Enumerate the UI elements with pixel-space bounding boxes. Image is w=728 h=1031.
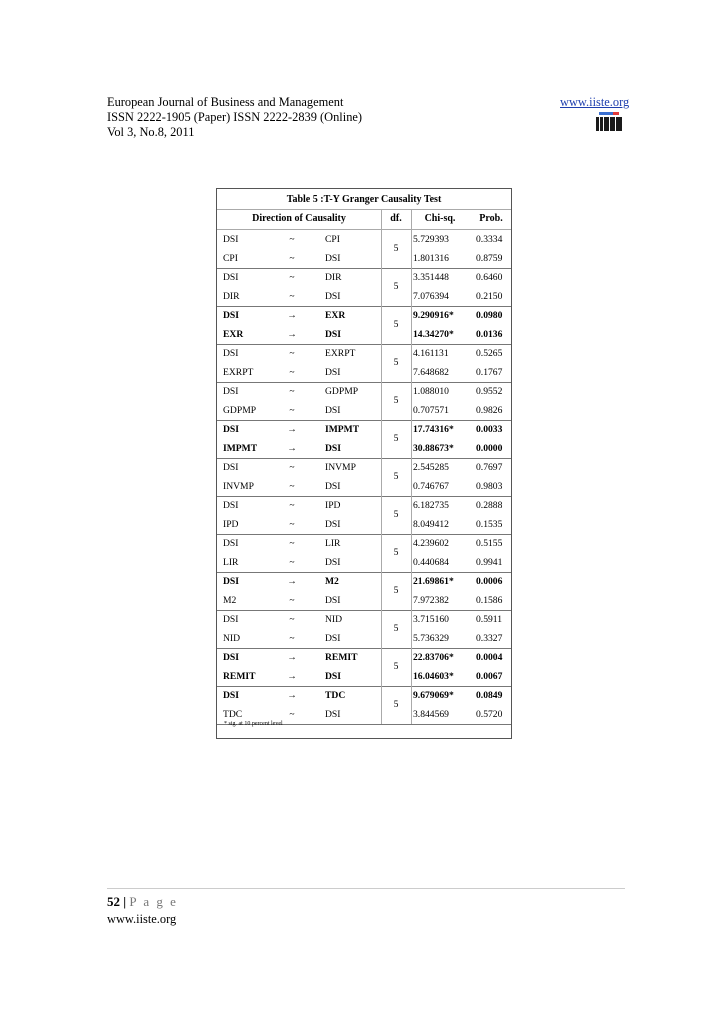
causality-arrow: ~ — [289, 367, 295, 378]
effect-variable: INVMP — [325, 462, 356, 473]
df-value: 5 — [393, 319, 399, 330]
probability-value: 0.1535 — [476, 519, 503, 530]
probability-value: 0.1586 — [476, 595, 503, 606]
probability-value: 0.6460 — [476, 272, 503, 283]
probability-value: 0.7697 — [476, 462, 503, 473]
cause-variable: DIR — [223, 291, 240, 302]
causality-arrow: ~ — [289, 500, 295, 511]
chi-square-value: 21.69861* — [413, 576, 454, 587]
effect-variable: DSI — [325, 633, 341, 644]
df-value: 5 — [393, 547, 399, 558]
chi-square-value: 17.74316* — [413, 424, 454, 435]
effect-variable: CPI — [325, 234, 340, 245]
cause-variable: GDPMP — [223, 405, 257, 416]
probability-value: 0.9941 — [476, 557, 503, 568]
causality-arrow: → — [287, 690, 297, 701]
chi-square-value: 3.844569 — [413, 709, 449, 720]
cause-variable: DSI — [223, 386, 239, 397]
header-direction: Direction of Causality — [252, 213, 346, 224]
chi-square-value: 14.34270* — [413, 329, 454, 340]
effect-variable: DSI — [325, 405, 341, 416]
cause-variable: DSI — [223, 310, 239, 321]
effect-variable: EXRPT — [325, 348, 356, 359]
cause-variable: EXR — [223, 329, 244, 340]
effect-variable: M2 — [325, 576, 339, 587]
chi-square-value: 0.440684 — [413, 557, 449, 568]
effect-variable: LIR — [325, 538, 341, 549]
chi-square-value: 4.239602 — [413, 538, 449, 549]
header-prob: Prob. — [479, 213, 503, 224]
causality-arrow: ~ — [289, 405, 295, 416]
causality-arrow: ~ — [289, 386, 295, 397]
cause-variable: DSI — [223, 234, 239, 245]
effect-variable: DSI — [325, 253, 341, 264]
effect-variable: NID — [325, 614, 343, 625]
chi-square-value: 8.049412 — [413, 519, 449, 530]
cause-variable: DSI — [223, 576, 239, 587]
effect-variable: DSI — [325, 367, 341, 378]
probability-value: 0.0033 — [476, 424, 503, 435]
causality-arrow: ~ — [289, 348, 295, 359]
page-separator: | — [123, 894, 127, 909]
effect-variable: DSI — [325, 329, 341, 340]
causality-arrow: → — [287, 424, 297, 435]
website-link[interactable]: www.iiste.org — [560, 95, 630, 109]
causality-arrow: → — [287, 443, 297, 454]
effect-variable: DSI — [325, 671, 341, 682]
causality-arrow: → — [287, 329, 297, 340]
df-value: 5 — [393, 585, 399, 596]
chi-square-value: 0.707571 — [413, 405, 449, 416]
df-value: 5 — [393, 699, 399, 710]
cause-variable: IPD — [223, 519, 239, 530]
effect-variable: DIR — [325, 272, 342, 283]
probability-value: 0.5911 — [476, 614, 503, 625]
causality-arrow: → — [287, 576, 297, 587]
effect-variable: DSI — [325, 519, 341, 530]
probability-value: 0.5265 — [476, 348, 503, 359]
footer-website: www.iiste.org — [107, 912, 177, 926]
chi-square-value: 16.04603* — [413, 671, 454, 682]
df-value: 5 — [393, 281, 399, 292]
effect-variable: EXR — [325, 310, 346, 321]
causality-arrow: ~ — [289, 291, 295, 302]
df-value: 5 — [393, 623, 399, 634]
probability-value: 0.2150 — [476, 291, 503, 302]
effect-variable: DSI — [325, 443, 341, 454]
chi-square-value: 7.648682 — [413, 367, 449, 378]
table-title: Table 5 :T-Y Granger Causality Test — [286, 194, 442, 205]
effect-variable: GDPMP — [325, 386, 359, 397]
cause-variable: M2 — [223, 595, 237, 606]
cause-variable: INVMP — [223, 481, 254, 492]
cause-variable: NID — [223, 633, 241, 644]
probability-value: 0.0136 — [476, 329, 503, 340]
causality-arrow: ~ — [289, 709, 295, 720]
causality-arrow: → — [287, 671, 297, 682]
chi-square-value: 7.076394 — [413, 291, 449, 302]
cause-variable: LIR — [223, 557, 239, 568]
chi-square-value: 5.736329 — [413, 633, 449, 644]
causality-arrow: ~ — [289, 614, 295, 625]
journal-header — [107, 95, 362, 140]
chi-square-value: 3.351448 — [413, 272, 449, 283]
probability-value: 0.2888 — [476, 500, 503, 511]
effect-variable: IMPMT — [325, 424, 360, 435]
journal-volume: Vol 3, No.8, 2011 — [107, 125, 195, 139]
causality-arrow: ~ — [289, 538, 295, 549]
chi-square-value: 1.088010 — [413, 386, 449, 397]
chi-square-value: 4.161131 — [413, 348, 449, 359]
causality-arrow: ~ — [289, 557, 295, 568]
probability-value: 0.9803 — [476, 481, 503, 492]
header-website[interactable] — [560, 95, 630, 110]
chi-square-value: 9.679069* — [413, 690, 454, 701]
chi-square-value: 9.290916* — [413, 310, 454, 321]
effect-variable: DSI — [325, 709, 341, 720]
df-value: 5 — [393, 243, 399, 254]
cause-variable: DSI — [223, 538, 239, 549]
chi-square-value: 6.182735 — [413, 500, 449, 511]
header-df: df. — [390, 213, 402, 224]
probability-value: 0.0849 — [476, 690, 503, 701]
effect-variable: DSI — [325, 291, 341, 302]
causality-arrow: ~ — [289, 272, 295, 283]
cause-variable: DSI — [223, 424, 239, 435]
probability-value: 0.3334 — [476, 234, 503, 245]
probability-value: 0.5155 — [476, 538, 503, 549]
df-value: 5 — [393, 471, 399, 482]
cause-variable: EXRPT — [223, 367, 254, 378]
iiste-logo-icon — [595, 111, 623, 133]
df-value: 5 — [393, 509, 399, 520]
probability-value: 0.0006 — [476, 576, 503, 587]
df-value: 5 — [393, 661, 399, 672]
cause-variable: DSI — [223, 500, 239, 511]
df-value: 5 — [393, 357, 399, 368]
journal-issn: ISSN 2222-1905 (Paper) ISSN 2222-2839 (Online) — [107, 110, 363, 124]
effect-variable: DSI — [325, 595, 341, 606]
causality-arrow: ~ — [289, 519, 295, 530]
cause-variable: DSI — [223, 614, 239, 625]
probability-value: 0.9826 — [476, 405, 503, 416]
effect-variable: DSI — [325, 481, 341, 492]
probability-value: 0.3327 — [476, 633, 503, 644]
cause-variable: DSI — [223, 462, 239, 473]
chi-square-value: 2.545285 — [413, 462, 449, 473]
cause-variable: IMPMT — [223, 443, 258, 454]
probability-value: 0.5720 — [476, 709, 503, 720]
causality-arrow: → — [287, 310, 297, 321]
probability-value: 0.1767 — [476, 367, 503, 378]
causality-arrow: ~ — [289, 595, 295, 606]
probability-value: 0.0980 — [476, 310, 503, 321]
probability-value: 0.8759 — [476, 253, 503, 264]
table-note: * sig. at 10 percent level — [224, 721, 283, 727]
granger-causality-table — [216, 188, 512, 739]
chi-square-value: 3.715160 — [413, 614, 449, 625]
probability-value: 0.0000 — [476, 443, 503, 454]
cause-variable: REMIT — [223, 671, 256, 682]
chi-square-value: 5.729393 — [413, 234, 449, 245]
cause-variable: DSI — [223, 652, 239, 663]
probability-value: 0.0004 — [476, 652, 503, 663]
chi-square-value: 30.88673* — [413, 443, 454, 454]
cause-variable: CPI — [223, 253, 238, 264]
footer-divider — [107, 888, 625, 889]
chi-square-value: 22.83706* — [413, 652, 454, 663]
chi-square-value: 7.972382 — [413, 595, 449, 606]
page-label: P a g e — [129, 894, 178, 909]
header-chisq: Chi-sq. — [424, 213, 456, 224]
page-number — [107, 894, 178, 910]
journal-title: European Journal of Business and Management — [107, 95, 344, 109]
cause-variable: DSI — [223, 348, 239, 359]
effect-variable: TDC — [325, 690, 346, 701]
chi-square-value: 1.801316 — [413, 253, 449, 264]
cause-variable: TDC — [223, 709, 243, 720]
probability-value: 0.9552 — [476, 386, 503, 397]
probability-value: 0.0067 — [476, 671, 503, 682]
effect-variable: IPD — [325, 500, 341, 511]
chi-square-value: 0.746767 — [413, 481, 449, 492]
cause-variable: DSI — [223, 690, 239, 701]
effect-variable: DSI — [325, 557, 341, 568]
causality-arrow: ~ — [289, 633, 295, 644]
cause-variable: DSI — [223, 272, 239, 283]
causality-arrow: ~ — [289, 481, 295, 492]
causality-arrow: ~ — [289, 253, 295, 264]
causality-arrow: → — [287, 652, 297, 663]
df-value: 5 — [393, 433, 399, 444]
effect-variable: REMIT — [325, 652, 358, 663]
causality-arrow: ~ — [289, 234, 295, 245]
page-number-value: 52 — [107, 894, 120, 909]
causality-arrow: ~ — [289, 462, 295, 473]
df-value: 5 — [393, 395, 399, 406]
